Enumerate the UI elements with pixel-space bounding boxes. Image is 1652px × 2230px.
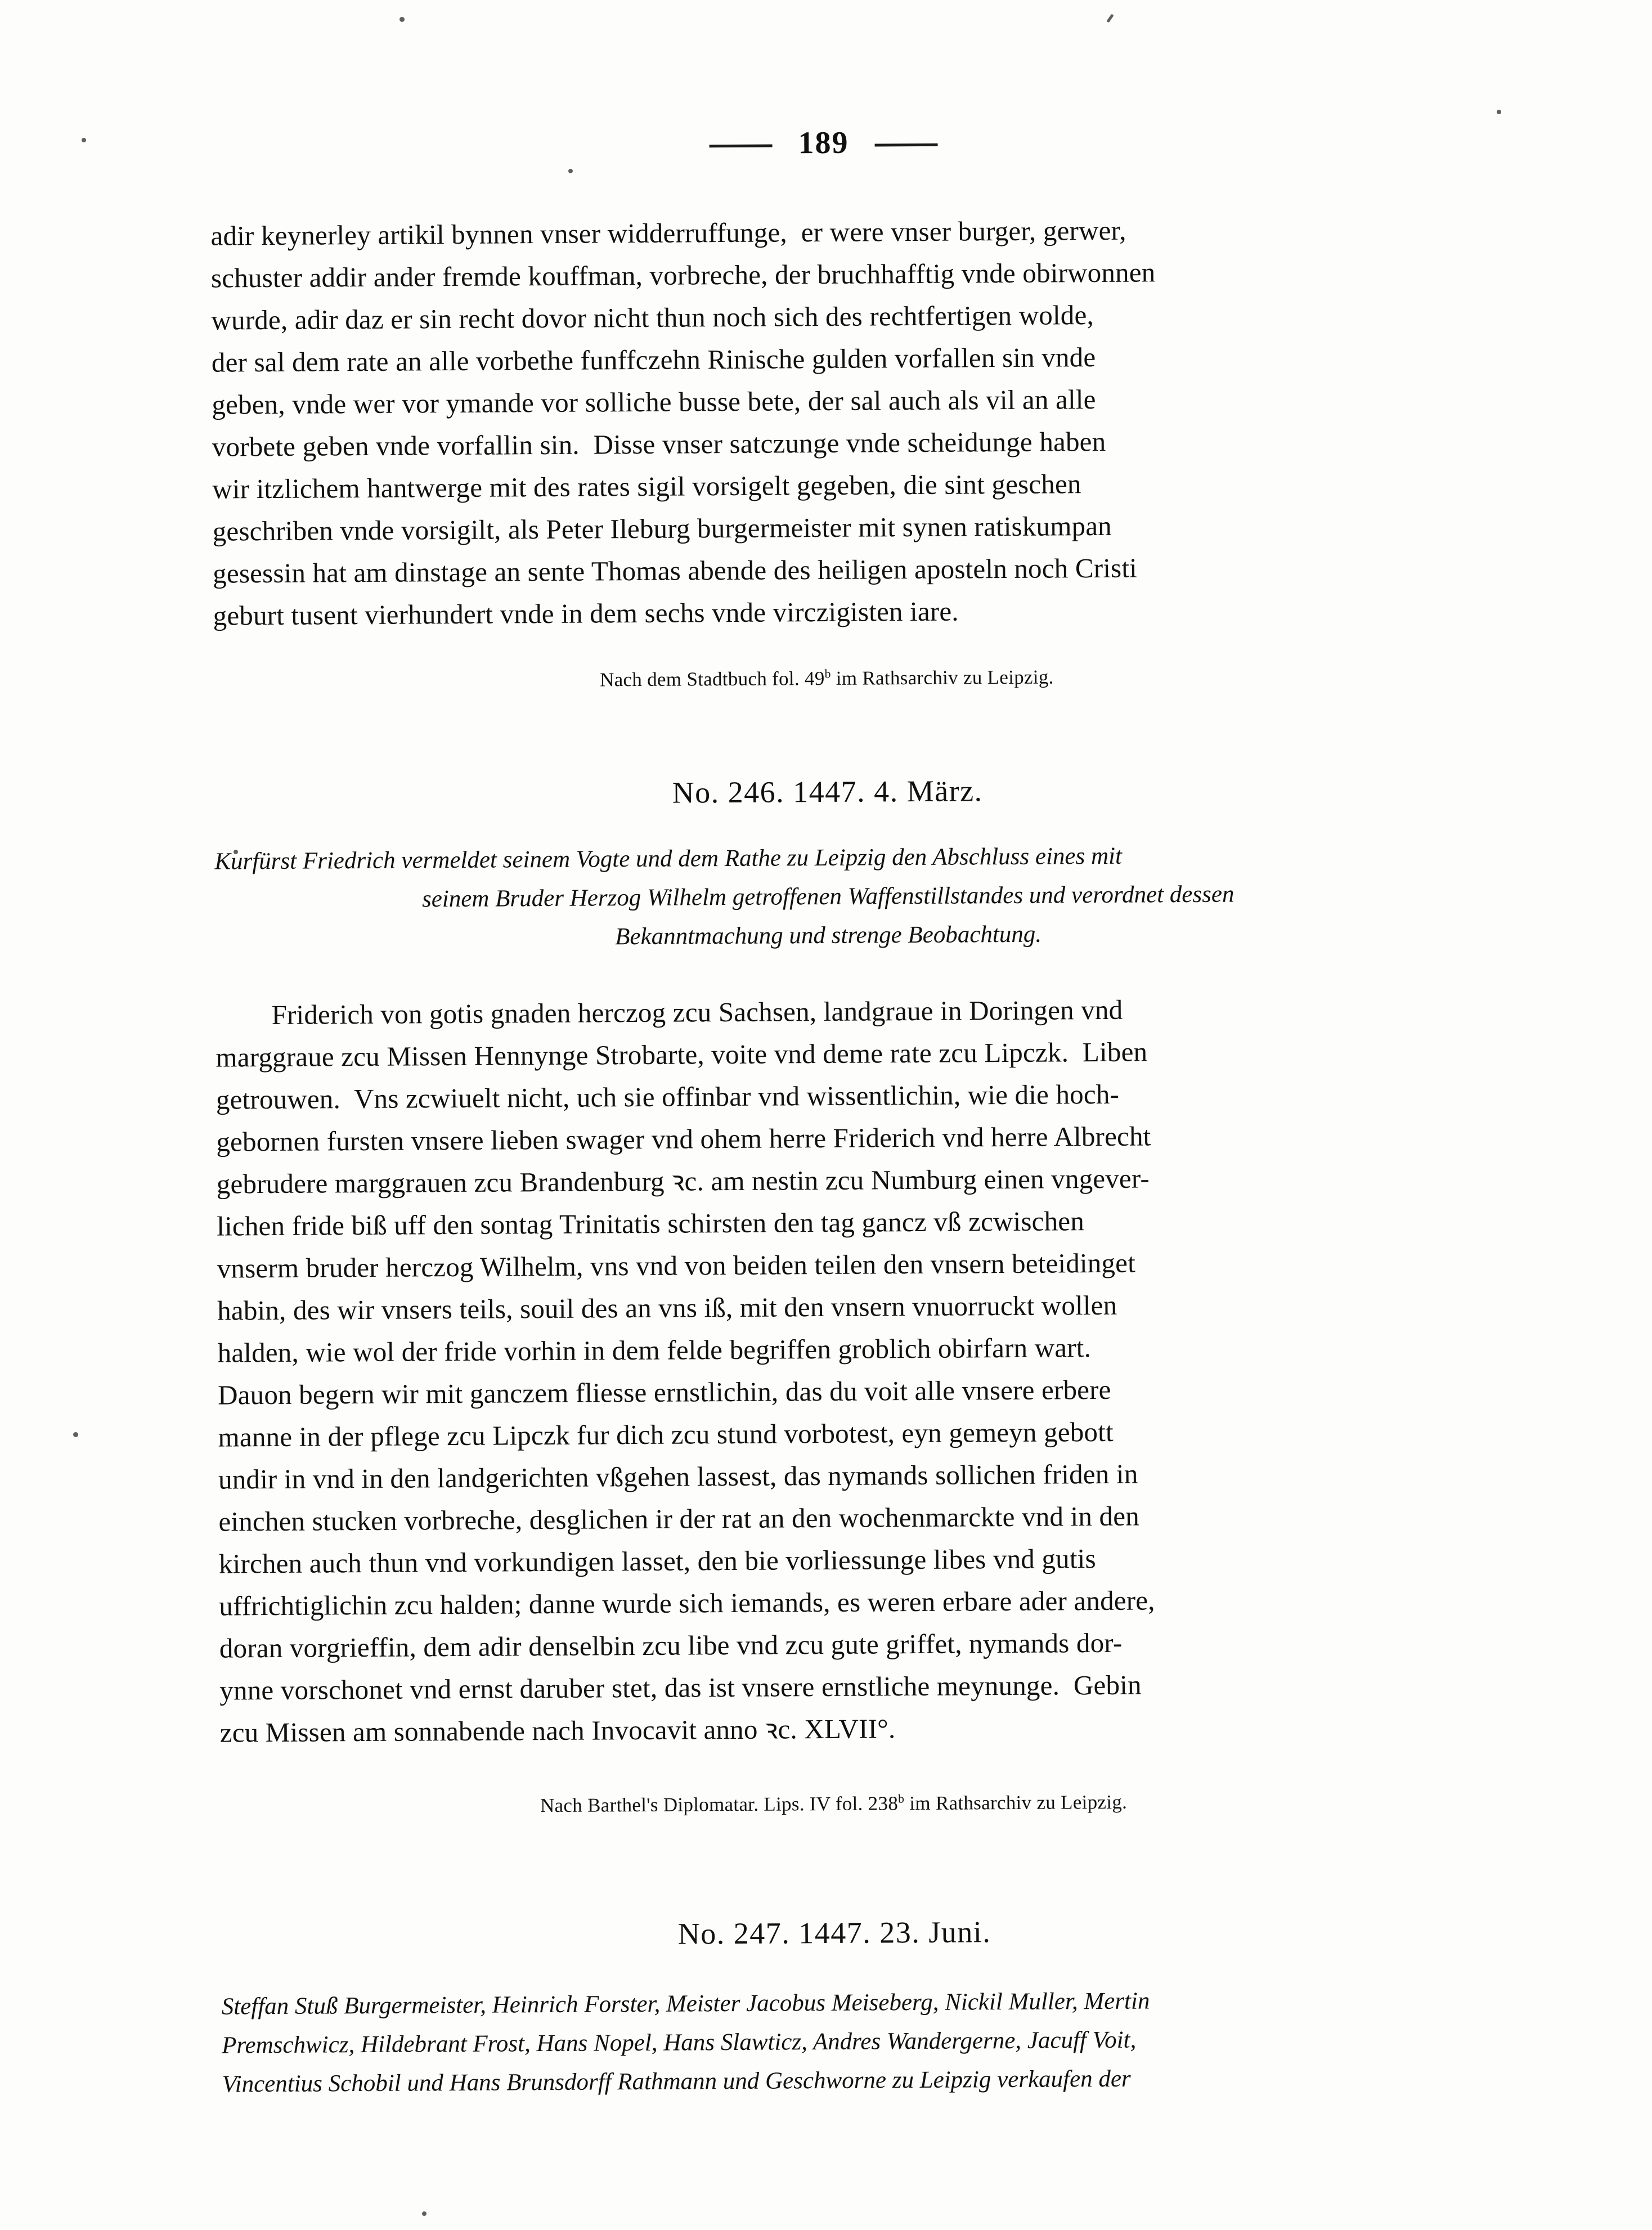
text-line: ynne vorschonet vnd ernst daruber stet, das ist vnsere ernstliche meynunge. Gebin bbox=[219, 1669, 1142, 1706]
source-note-prefix: Nach Barthel's Diplomatar. Lips. IV fol. 238 bbox=[540, 1792, 899, 1817]
source-note-2 bbox=[220, 1785, 1447, 1822]
text-line: Dauon begern wir mit ganczem fliesse ernstlichin, das du voit alle vnsere erbere bbox=[217, 1374, 1111, 1411]
source-note-suffix: im Rathsarchiv zu Leipzig. bbox=[831, 666, 1054, 689]
regest-line: seinem Bruder Herzog Wilhelm getroffenen Waffenstillstandes und verordnet dessen bbox=[421, 881, 1234, 913]
text-line: wir itzlichem hantwerge mit des rates sigil vorsigelt gegeben, die sint geschen bbox=[212, 468, 1081, 505]
text-line: gesessin hat am dinstage an sente Thomas abende des heiligen aposteln noch Cristi bbox=[213, 552, 1138, 589]
text-line: wurde, adir daz er sin recht dovor nicht thun noch sich des rechtfertigen wolde, bbox=[211, 299, 1094, 336]
text-line: vnserm bruder herczog Wilhelm, vns vnd von beiden teilen den vnsern beteidinget bbox=[217, 1247, 1136, 1284]
text-line: geburt tusent vierhundert vnde in dem sechs vnde virczigisten iare. bbox=[213, 595, 959, 631]
text-line: geschriben vnde vorsigilt, als Peter Ileburg burgermeister mit synen ratiskumpan bbox=[212, 510, 1112, 547]
folio-rule-right bbox=[875, 143, 938, 146]
regest-line: Bekanntmachung und strenge Beobachtung. bbox=[615, 921, 1042, 950]
source-note-prefix: Nach dem Stadtbuch fol. 49 bbox=[599, 667, 825, 691]
regest-line: Steffan Stuß Burgermeister, Heinrich Forster, Meister Jacobus Meiseberg, Nickil Muller, Mertin bbox=[221, 1987, 1150, 2020]
document-246-regest bbox=[214, 834, 1442, 958]
text-line: uffrichtiglichin zcu halden; danne wurde sich iemands, es weren erbare ader andere, bbox=[219, 1585, 1155, 1622]
scan-speck bbox=[1106, 14, 1114, 23]
folio-number: 189 bbox=[798, 125, 849, 161]
text-line: undir in vnd in den landgerichten vßgehen lassest, das nymands sollichen friden in bbox=[218, 1458, 1138, 1495]
text-line: vorbete geben vnde vorfallin sin. Disse vnser satczunge vnde scheidunge haben bbox=[212, 425, 1106, 463]
scan-speck bbox=[82, 138, 86, 142]
text-line: lichen fride biß uff den sontag Trinitatis schirsten den tag gancz vß zcwischen bbox=[217, 1205, 1085, 1242]
text-line: kirchen auch thun vnd vorkundigen lasset, den bie vorliessunge libes vnd gutis bbox=[218, 1543, 1096, 1580]
document-246-body bbox=[216, 986, 1447, 1753]
text-line: halden, wie wol der fride vorhin in dem felde begriffen groblich obirfarn wart. bbox=[217, 1332, 1092, 1368]
scan-speck bbox=[399, 17, 405, 22]
text-line: gebornen fursten vnsere lieben swager vnd ohem herre Friderich vnd herre Albrecht bbox=[216, 1120, 1151, 1157]
folio-rule-left bbox=[710, 144, 773, 147]
text-line: getrouwen. Vns zcwiuelt nicht, uch sie offinbar vnd wissentlichin, wie die hoch- bbox=[216, 1078, 1120, 1115]
source-note-1 bbox=[213, 660, 1440, 697]
text-line: der sal dem rate an alle vorbethe funffczehn Rinische gulden vorfallen sin vnde bbox=[211, 342, 1096, 378]
folio-superscript: b bbox=[824, 667, 831, 681]
running-head bbox=[210, 125, 1436, 164]
scan-speck bbox=[568, 169, 573, 173]
text-line: geben, vnde wer vor ymande vor solliche busse bete, der sal auch als vil an alle bbox=[212, 384, 1096, 420]
document-247-regest bbox=[222, 1980, 1449, 2103]
document-247-heading: No. 247. 1447. 23. Juni. bbox=[677, 1915, 991, 1951]
text-line: zcu Missen am sonnabende nach Invocavit anno ꝛc. XLVII°. bbox=[219, 1713, 896, 1748]
text-line: adir keynerley artikil bynnen vnser widderruffunge, er were vnser burger, gerwer, bbox=[210, 214, 1126, 252]
continued-paragraph bbox=[210, 207, 1440, 636]
text-line: doran vorgrieffin, dem adir denselbin zcu libe vnd zcu gute griffet, nymands dor- bbox=[219, 1627, 1123, 1664]
source-note-suffix: im Rathsarchiv zu Leipzig. bbox=[904, 1791, 1128, 1815]
scan-speck bbox=[422, 2211, 427, 2216]
text-line: gebrudere marggrauen zcu Brandenburg ꝛc. am nestin zcu Numburg einen vngever- bbox=[216, 1163, 1150, 1200]
text-line: Friderich von gotis gnaden herczog zcu Sachsen, landgraue in Doringen vnd bbox=[215, 994, 1123, 1031]
document-246-heading: No. 246. 1447. 4. März. bbox=[672, 774, 983, 810]
text-line: marggraue zcu Missen Hennynge Strobarte, voite vnd deme rate zcu Lipczk. Liben bbox=[216, 1036, 1148, 1073]
regest-line: Kurfürst Friedrich vermeldet seinem Vogte und dem Rathe zu Leipzig den Abschluss eines mit bbox=[214, 842, 1123, 875]
text-line: manne in der pflege zcu Lipczk fur dich zcu stund vorbotest, eyn gemeyn gebott bbox=[218, 1416, 1114, 1453]
text-line: habin, des wir vnsers teils, souil des an vns iß, mit den vnsern vnuorruckt wollen bbox=[217, 1289, 1117, 1326]
regest-line: Premschwicz, Hildebrant Frost, Hans Nopel, Hans Slawticz, Andres Wandergerne, Jacuff Voit, bbox=[222, 2026, 1137, 2059]
scan-speck bbox=[1497, 110, 1501, 114]
folio-superscript: b bbox=[897, 1792, 905, 1806]
scan-speck bbox=[73, 1432, 78, 1437]
regest-line: Vincentius Schobil und Hans Brunsdorff Rathmann und Geschworne zu Leipzig verkaufen der bbox=[222, 2065, 1131, 2098]
text-line: schuster addir ander fremde kouffman, vorbreche, der bruchhafftig vnde obirwonnen bbox=[210, 257, 1156, 294]
page-content bbox=[209, 0, 1436, 2098]
text-line: einchen stucken vorbreche, desglichen ir der rat an den wochenmarckte vnd in den bbox=[218, 1500, 1140, 1537]
